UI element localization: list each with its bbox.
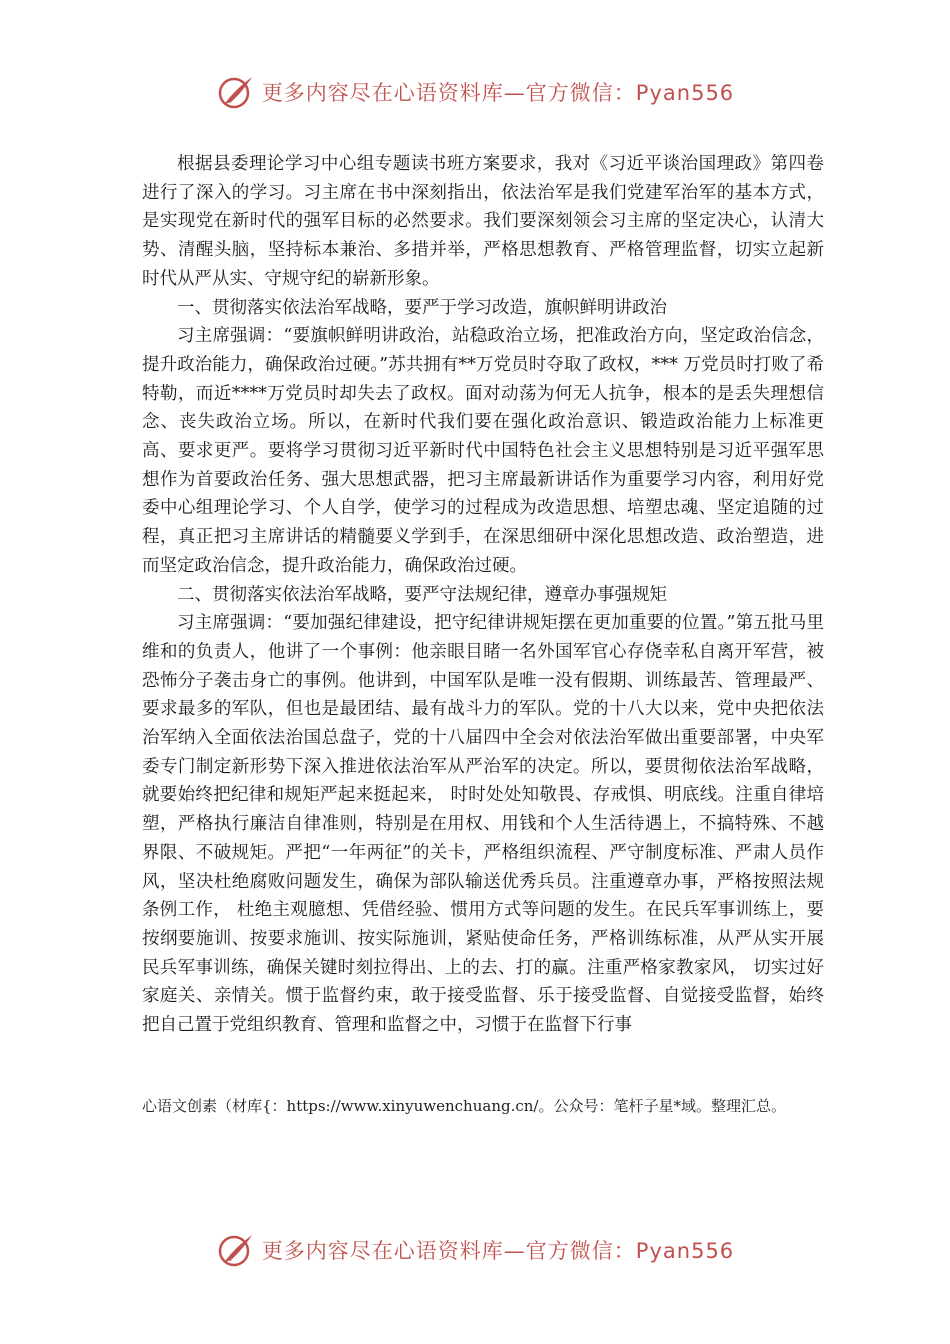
quill-pen-logo-icon [216,74,256,110]
section-heading: 一、贯彻落实依法治军战略，要严于学习改造，旗帜鲜明讲政治 [177,297,667,318]
banner-text: 更多内容尽在心语资料库—官方微信：Pyan556 [261,1239,735,1263]
footer-banner [0,1230,950,1270]
paragraph: 根据县委理论学习中心组专题读书班方案要求，我对《习近平谈治国理政》第四卷进行了深入的学习。习主席在书中深刻指出，依法治军是我们党建军治军的基本方式，是实现党在新时代的强军目标的必然要求。我们要深刻领会习主席的坚定决心，认清大势、清醒头脑，坚持标本兼治、多措并举，严格思想教育、严格管理监督，切实立起新时代从严从实、守规守纪的崭新形象。 [142,154,824,289]
paragraph: 习主席强调：“要旗帜鲜明讲政治，站稳政治立场，把准政治方向，坚定政治信念，提升政治能力，确保政治过硬。”苏共拥有**万党员时夺取了政权，*** 万党员时打败了希特勒，而近****万党员时却失去了政权。面对动荡为何无人抗争，根本的是丢失理想信念、丧失政治立场。所以，在新时代我们要在强化政治意识、锻造政治能力上标准更高、要求更严。要将学习贯彻习近平新时代中国特色社会主义思想特别是习近平强军思想作为首要政治任务、强大思想武器，把习主席最新讲话作为重要学习内容，利用好党委中心组理论学习、个人自学，使学习的过程成为改造思想、培塑忠魂、坚定追随的过程，真正把习主席讲话的精髓要义学到手，在深思细研中深化思想改造、政治塑造，进而坚定政治信念，提升政治能力，确保政治过硬。 [142,326,824,576]
section-heading: 二、贯彻落实依法治军战略，要严守法规纪律，遵章办事强规矩 [177,584,667,605]
source-footer: 心语文创素（材库{：https://www.xinyuwenchuang.cn/。公众号：笔杆子星*域。整理汇总。 [142,1097,786,1115]
banner-text: 更多内容尽在心语资料库—官方微信：Pyan556 [261,81,735,105]
article-body [142,150,824,1040]
header-banner [0,72,950,112]
quill-pen-logo-icon [216,1232,256,1268]
paragraph: 习主席强调：“要加强纪律建设，把守纪律讲规矩摆在更加重要的位置。”第五批马里维和的负责人，他讲了一个事例：他亲眼目睹一名外国军官心存侥幸私自离开军营，被恐怖分子袭击身亡的事例。他讲到，中国军队是唯一没有假期、训练最苦、管理最严、要求最多的军队，但也是最团结、最有战斗力的军队。党的十八大以来，党中央把依法治军纳入全面依法治国总盘子，党的十八届四中全会对依法治军做出重要部署，中央军委专门制定新形势下深入推进依法治军从严治军的决定。所以，要贯彻依法治军战略，就要始终把纪律和规矩严起来挺起来， 时时处处知敬畏、存戒惧、明底线。注重自律培塑，严格执行廉洁自律准则，特别是在用权、用钱和个人生活待遇上，不搞特殊、不越界限、不破规矩。严把“一年两征”的关卡，严格组织流程、严守制度标准、严肃人员作风，坚决杜绝腐败问题发生，确保为部队输送优秀兵员。注重遵章办事，严格按照法规条例工作， 杜绝主观臆想、凭借经验、惯用方式等问题的发生。在民兵军事训练上，要按纲要施训、按要求施训、按实际施训，紧贴使命任务，严格训练标准，从严从实开展民兵军事训练，确保关键时刻拉得出、上的去、打的赢。注重严格家教家风， 切实过好家庭关、亲情关。惯于监督约束，敢于接受监督、乐于接受监督、自觉接受监督，始终把自己置于党组织教育、管理和监督之中，习惯于在监督下行事 [142,613,824,1036]
